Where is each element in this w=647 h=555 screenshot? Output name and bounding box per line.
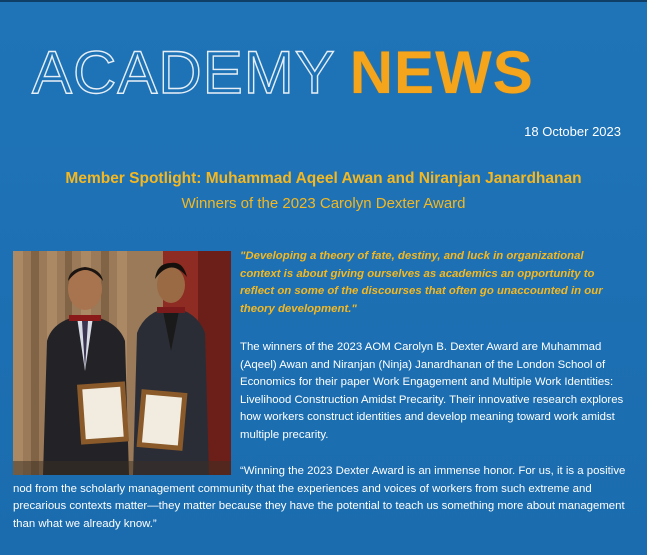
pull-quote: "Developing a theory of fate, destiny, and luck in organizational context is about giving ourselves as academics an opportunity to reflect on some of the discourses that often go unaccounted in our theory development." — [240, 250, 603, 315]
masthead-news: NEWS — [349, 39, 534, 106]
article-paragraph-1: The winners of the 2023 AOM Carolyn B. Dexter Award are Muhammad (Aqeel) Awan and Niranjan (Ninja) Janardhanan of the London School of Economics for their paper Work Engagement and Multiple Work Identities: Livelihood Construction Amidst Precarity. Their innovative research explores how workers construct identities and develop meaning toward work amidst multiple precarity. — [240, 341, 624, 441]
award-winners-photo — [13, 251, 231, 475]
masthead — [32, 40, 622, 106]
photo-illustration — [13, 251, 231, 475]
article-paragraph-2: “Winning the 2023 Dexter Award is an immense honor. For us, it is a positive nod from the scholarly management community that the experiences and voices of workers from such extreme and precarious contexts matter—they matter because they have the potential to teach us something more about management than what we already know.” — [13, 465, 626, 530]
masthead-academy: ACADEMY — [32, 39, 336, 106]
article-headline: Member Spotlight: Muhammad Aqeel Awan and Niranjan Janardhanan — [65, 170, 582, 187]
issue-date: 18 October 2023 — [524, 124, 621, 139]
article-subheadline: Winners of the 2023 Carolyn Dexter Award — [181, 195, 466, 212]
